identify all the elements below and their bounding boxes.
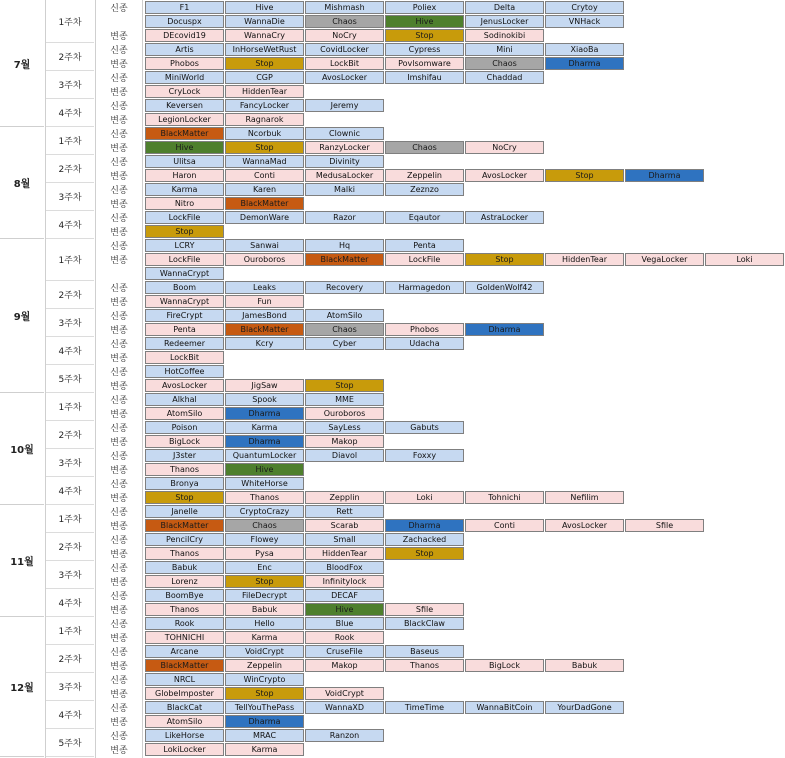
ransomware-cell: Stop <box>385 29 464 42</box>
month-label: 9월 <box>0 239 44 393</box>
ransomware-cell: Karma <box>225 631 304 644</box>
row-type-label: 신종 <box>110 102 128 112</box>
row-type-label: 변종 <box>110 662 128 672</box>
ransomware-cell: AvosLocker <box>145 379 224 392</box>
ransomware-cell: Loki <box>705 253 784 266</box>
ransomware-cell: WannaCrypt <box>145 267 224 280</box>
ransomware-cell: VoidCrypt <box>225 645 304 658</box>
ransomware-cell: F1 <box>145 1 224 14</box>
row-type-label: 신종 <box>110 74 128 84</box>
ransomware-cell: WannaXD <box>305 701 384 714</box>
week-label: 3주차 <box>46 309 94 337</box>
week-label: 1주차 <box>46 239 94 281</box>
ransomware-cell: Gabuts <box>385 421 464 434</box>
ransomware-cell: Kcry <box>225 337 304 350</box>
ransomware-cell: HiddenTear <box>305 547 384 560</box>
ransomware-cell: SayLess <box>305 421 384 434</box>
ransomware-cell: Chaos <box>225 519 304 532</box>
ransomware-cell: Janelle <box>145 505 224 518</box>
row-type-label: 신종 <box>110 480 128 490</box>
ransomware-cell: TOHNICHI <box>145 631 224 644</box>
ransomware-cell: RanzyLocker <box>305 141 384 154</box>
ransomware-cell: Razor <box>305 211 384 224</box>
ransomware-cell: GlobeImposter <box>145 687 224 700</box>
ransomware-cell: LegionLocker <box>145 113 224 126</box>
row-type-label: 변종 <box>110 690 128 700</box>
ransomware-cell: Stop <box>225 687 304 700</box>
row-type-label: 신종 <box>110 452 128 462</box>
ransomware-cell: Nefilim <box>545 491 624 504</box>
ransomware-cell: InHorseWetRust <box>225 43 304 56</box>
ransomware-cell: Povlsomware <box>385 57 464 70</box>
row-type-label: 신종 <box>110 214 128 224</box>
ransomware-cell: Scarab <box>305 519 384 532</box>
ransomware-cell: LikeHorse <box>145 729 224 742</box>
ransomware-cell: Thanos <box>225 491 304 504</box>
week-label: 3주차 <box>46 561 94 589</box>
ransomware-cell: Sanwai <box>225 239 304 252</box>
row-type-label: 변종 <box>110 466 128 476</box>
ransomware-cell: Karma <box>225 421 304 434</box>
row-type-label: 변종 <box>110 382 128 392</box>
ransomware-cell: BlackClaw <box>385 617 464 630</box>
ransomware-cell: Malki <box>305 183 384 196</box>
ransomware-cell: AvosLocker <box>305 71 384 84</box>
row-type-label: 변종 <box>110 550 128 560</box>
row-type-label: 신종 <box>110 242 128 252</box>
ransomware-cell: Makop <box>305 435 384 448</box>
ransomware-cell: WannaMad <box>225 155 304 168</box>
ransomware-cell: Cyber <box>305 337 384 350</box>
ransomware-cell: JamesBond <box>225 309 304 322</box>
week-label: 4주차 <box>46 589 94 617</box>
ransomware-cell: Mini <box>465 43 544 56</box>
ransomware-cell: BigLock <box>465 659 544 672</box>
row-type-label: 변종 <box>110 326 128 336</box>
ransomware-cell: Zeznzo <box>385 183 464 196</box>
ransomware-cell: Dharma <box>545 57 624 70</box>
row-type-label: 변종 <box>110 298 128 308</box>
ransomware-cell: Sfile <box>625 519 704 532</box>
ransomware-cell: HiddenTear <box>545 253 624 266</box>
ransomware-cell: Poison <box>145 421 224 434</box>
month-label: 7월 <box>0 1 44 127</box>
ransomware-cell: Flowey <box>225 533 304 546</box>
ransomware-cell: Hive <box>225 463 304 476</box>
ransomware-cell: Udacha <box>385 337 464 350</box>
row-type-label: 변종 <box>110 256 128 266</box>
ransomware-cell: NoCry <box>305 29 384 42</box>
row-type-label: 신종 <box>110 620 128 630</box>
ransomware-cell: VoidCrypt <box>305 687 384 700</box>
row-type-label: 신종 <box>110 340 128 350</box>
ransomware-cell: Dharma <box>385 519 464 532</box>
ransomware-cell: WhiteHorse <box>225 477 304 490</box>
ransomware-cell: Bronya <box>145 477 224 490</box>
week-label: 2주차 <box>46 645 94 673</box>
ransomware-cell: Imshifau <box>385 71 464 84</box>
ransomware-cell: Leaks <box>225 281 304 294</box>
ransomware-cell: Tohnichi <box>465 491 544 504</box>
week-label: 1주차 <box>46 1 94 43</box>
ransomware-cell: CGP <box>225 71 304 84</box>
row-type-label: 변종 <box>110 718 128 728</box>
ransomware-cell: Nitro <box>145 197 224 210</box>
ransomware-cell: Docuspx <box>145 15 224 28</box>
ransomware-cell: BlackMatter <box>305 253 384 266</box>
ransomware-cell: Crytoy <box>545 1 624 14</box>
ransomware-cell: Thanos <box>145 603 224 616</box>
ransomware-cell: BlackMatter <box>145 519 224 532</box>
ransomware-cell: Dharma <box>225 715 304 728</box>
ransomware-cell: Chaos <box>305 323 384 336</box>
row-type-label: 신종 <box>110 46 128 56</box>
ransomware-cell: FileDecrypt <box>225 589 304 602</box>
row-type-label: 신종 <box>110 284 128 294</box>
week-label: 4주차 <box>46 211 94 239</box>
ransomware-cell: Alkhal <box>145 393 224 406</box>
ransomware-cell: JenusLocker <box>465 15 544 28</box>
month-label: 11월 <box>0 505 44 617</box>
ransomware-cell: Karen <box>225 183 304 196</box>
ransomware-cell: Spook <box>225 393 304 406</box>
ransomware-cell: XiaoBa <box>545 43 624 56</box>
ransomware-cell: PencilCry <box>145 533 224 546</box>
ransomware-cell: Sfile <box>385 603 464 616</box>
ransomware-cell: LockFile <box>145 211 224 224</box>
ransomware-cell: Zepplin <box>305 491 384 504</box>
ransomware-cell: AtomSilo <box>305 309 384 322</box>
week-label: 1주차 <box>46 505 94 533</box>
row-type-label: 변종 <box>110 410 128 420</box>
ransomware-cell: WannaCry <box>225 29 304 42</box>
ransomware-cell: Cypress <box>385 43 464 56</box>
row-type-label: 변종 <box>110 746 128 756</box>
ransomware-cell: Hive <box>385 15 464 28</box>
ransomware-cell: J3ster <box>145 449 224 462</box>
ransomware-cell: Haron <box>145 169 224 182</box>
row-type-label: 변종 <box>110 634 128 644</box>
month-label: 8월 <box>0 127 44 239</box>
week-label: 2주차 <box>46 281 94 309</box>
ransomware-cell: Dharma <box>225 407 304 420</box>
row-type-label: 변종 <box>110 116 128 126</box>
ransomware-cell: BloodFox <box>305 561 384 574</box>
week-label: 2주차 <box>46 533 94 561</box>
ransomware-cell: AvosLocker <box>465 169 544 182</box>
ransomware-cell: Boom <box>145 281 224 294</box>
ransomware-cell: Mishmash <box>305 1 384 14</box>
ransomware-cell: LokiLocker <box>145 743 224 756</box>
row-type-label: 신종 <box>110 676 128 686</box>
row-type-label: 변종 <box>110 228 128 238</box>
ransomware-cell: Poliex <box>385 1 464 14</box>
ransomware-cell: LockBit <box>145 351 224 364</box>
ransomware-cell: LockFile <box>145 253 224 266</box>
ransomware-cell: Lorenz <box>145 575 224 588</box>
row-type-label: 신종 <box>110 508 128 518</box>
ransomware-cell: Rook <box>305 631 384 644</box>
row-type-label: 변종 <box>110 522 128 532</box>
row-type-label: 변종 <box>110 88 128 98</box>
ransomware-cell: BlackMatter <box>225 323 304 336</box>
ransomware-cell: LockFile <box>385 253 464 266</box>
ransomware-cell: Foxxy <box>385 449 464 462</box>
ransomware-cell: DEcovid19 <box>145 29 224 42</box>
ransomware-cell: AstraLocker <box>465 211 544 224</box>
row-type-label: 신종 <box>110 312 128 322</box>
week-label: 1주차 <box>46 127 94 155</box>
ransomware-cell: Ncorbuk <box>225 127 304 140</box>
ransomware-cell: VegaLocker <box>625 253 704 266</box>
ransomware-cell: AtomSilo <box>145 715 224 728</box>
ransomware-cell: Zeppelin <box>225 659 304 672</box>
ransomware-cell: Ulitsa <box>145 155 224 168</box>
ransomware-cell: Stop <box>225 57 304 70</box>
ransomware-cell: YourDadGone <box>545 701 624 714</box>
ransomware-cell: Babuk <box>545 659 624 672</box>
ransomware-cell: WannaBitCoin <box>465 701 544 714</box>
ransomware-cell: BlackMatter <box>145 659 224 672</box>
ransomware-cell: Zachacked <box>385 533 464 546</box>
ransomware-cell: Blue <box>305 617 384 630</box>
ransomware-cell: DECAF <box>305 589 384 602</box>
row-type-label: 변종 <box>110 60 128 70</box>
ransomware-cell: WannaDie <box>225 15 304 28</box>
ransomware-cell: Keversen <box>145 99 224 112</box>
week-label: 4주차 <box>46 477 94 505</box>
ransomware-cell: Thanos <box>145 463 224 476</box>
ransomware-cell: DemonWare <box>225 211 304 224</box>
week-label: 1주차 <box>46 393 94 421</box>
ransomware-cell: CruseFile <box>305 645 384 658</box>
ransomware-cell: Phobos <box>145 57 224 70</box>
ransomware-cell: Arcane <box>145 645 224 658</box>
ransomware-cell: Makop <box>305 659 384 672</box>
ransomware-cell: FancyLocker <box>225 99 304 112</box>
ransomware-cell: Redeemer <box>145 337 224 350</box>
ransomware-cell: MiniWorld <box>145 71 224 84</box>
ransomware-cell: Hive <box>145 141 224 154</box>
week-label: 5주차 <box>46 365 94 393</box>
ransomware-cell: Thanos <box>385 659 464 672</box>
ransomware-cell: GoldenWolf42 <box>465 281 544 294</box>
ransomware-cell: QuantumLocker <box>225 449 304 462</box>
ransomware-cell: Ragnarok <box>225 113 304 126</box>
row-type-label: 변종 <box>110 578 128 588</box>
ransomware-cell: WinCrypto <box>225 673 304 686</box>
ransomware-cell: HiddenTear <box>225 85 304 98</box>
ransomware-cell: BlackMatter <box>225 197 304 210</box>
ransomware-cell: Rook <box>145 617 224 630</box>
ransomware-cell: Dharma <box>625 169 704 182</box>
row-type-label: 변종 <box>110 438 128 448</box>
ransomware-cell: Rett <box>305 505 384 518</box>
column-divider <box>142 0 143 758</box>
row-type-label: 신종 <box>110 564 128 574</box>
ransomware-cell: WannaCrypt <box>145 295 224 308</box>
ransomware-cell: Chaos <box>305 15 384 28</box>
ransomware-cell: Fun <box>225 295 304 308</box>
ransomware-cell: FireCrypt <box>145 309 224 322</box>
ransomware-cell: Penta <box>385 239 464 252</box>
ransomware-cell: Dharma <box>225 435 304 448</box>
ransomware-cell: CryLock <box>145 85 224 98</box>
row-type-label: 변종 <box>110 32 128 42</box>
ransomware-cell: Eqautor <box>385 211 464 224</box>
ransomware-cell: LockBit <box>305 57 384 70</box>
ransomware-cell: Babuk <box>145 561 224 574</box>
ransomware-cell: Small <box>305 533 384 546</box>
row-type-label: 신종 <box>110 368 128 378</box>
month-label: 12월 <box>0 617 44 757</box>
ransomware-cell: Stop <box>145 225 224 238</box>
ransomware-cell: CovidLocker <box>305 43 384 56</box>
ransomware-cell: Stop <box>545 169 624 182</box>
ransomware-cell: NoCry <box>465 141 544 154</box>
ransomware-cell: Loki <box>385 491 464 504</box>
ransomware-cell: MME <box>305 393 384 406</box>
row-type-label: 변종 <box>110 172 128 182</box>
week-label: 2주차 <box>46 421 94 449</box>
week-label: 5주차 <box>46 729 94 757</box>
ransomware-cell: CryptoCrazy <box>225 505 304 518</box>
row-type-label: 신종 <box>110 130 128 140</box>
ransomware-cell: Divinity <box>305 155 384 168</box>
ransomware-cell: NRCL <box>145 673 224 686</box>
row-type-label: 신종 <box>110 536 128 546</box>
ransomware-cell: Zeppelin <box>385 169 464 182</box>
row-type-label: 신종 <box>110 648 128 658</box>
ransomware-cell: LCRY <box>145 239 224 252</box>
week-label: 4주차 <box>46 99 94 127</box>
week-label: 3주차 <box>46 673 94 701</box>
month-label: 10월 <box>0 393 44 505</box>
ransomware-cell: Chaddad <box>465 71 544 84</box>
ransomware-cell: Phobos <box>385 323 464 336</box>
row-type-label: 신종 <box>110 592 128 602</box>
ransomware-cell: Artis <box>145 43 224 56</box>
ransomware-cell: Dharma <box>465 323 544 336</box>
ransomware-cell: AvosLocker <box>545 519 624 532</box>
ransomware-cell: Stop <box>145 491 224 504</box>
ransomware-cell: MedusaLocker <box>305 169 384 182</box>
ransomware-cell: Pysa <box>225 547 304 560</box>
row-type-label: 변종 <box>110 200 128 210</box>
week-label: 2주차 <box>46 43 94 71</box>
ransomware-cell: BoomBye <box>145 589 224 602</box>
week-label: 4주차 <box>46 337 94 365</box>
ransomware-cell: Hive <box>225 1 304 14</box>
ransomware-cell: Chaos <box>465 57 544 70</box>
row-type-label: 신종 <box>110 732 128 742</box>
ransomware-cell: Stop <box>385 547 464 560</box>
ransomware-cell: Sodinokibi <box>465 29 544 42</box>
ransomware-cell: Karma <box>145 183 224 196</box>
ransomware-cell: Conti <box>465 519 544 532</box>
ransomware-cell: JigSaw <box>225 379 304 392</box>
row-type-label: 변종 <box>110 494 128 504</box>
ransomware-cell: BlackCat <box>145 701 224 714</box>
ransomware-cell: Infinitylock <box>305 575 384 588</box>
ransomware-cell: Karma <box>225 743 304 756</box>
ransomware-cell: Stop <box>225 141 304 154</box>
ransomware-cell: Babuk <box>225 603 304 616</box>
ransomware-cell: Stop <box>465 253 544 266</box>
row-type-label: 신종 <box>110 396 128 406</box>
ransomware-cell: Stop <box>305 379 384 392</box>
ransomware-cell: Diavol <box>305 449 384 462</box>
row-type-label: 신종 <box>110 424 128 434</box>
ransomware-cell: Hq <box>305 239 384 252</box>
ransomware-cell: AtomSilo <box>145 407 224 420</box>
week-label: 2주차 <box>46 155 94 183</box>
ransomware-cell: Recovery <box>305 281 384 294</box>
ransomware-cell: Jeremy <box>305 99 384 112</box>
ransomware-cell: Baseus <box>385 645 464 658</box>
week-label: 3주차 <box>46 183 94 211</box>
ransomware-cell: TellYouThePass <box>225 701 304 714</box>
ransomware-cell: Clownic <box>305 127 384 140</box>
row-type-label: 변종 <box>110 354 128 364</box>
row-type-label: 신종 <box>110 158 128 168</box>
ransomware-cell: Chaos <box>385 141 464 154</box>
week-label: 3주차 <box>46 71 94 99</box>
ransomware-cell: VNHack <box>545 15 624 28</box>
ransomware-cell: Ranzon <box>305 729 384 742</box>
ransomware-cell: MRAC <box>225 729 304 742</box>
ransomware-cell: Stop <box>225 575 304 588</box>
ransomware-cell: Ouroboros <box>225 253 304 266</box>
ransomware-cell: Hive <box>305 603 384 616</box>
ransomware-cell: Thanos <box>145 547 224 560</box>
ransomware-cell: HotCoffee <box>145 365 224 378</box>
week-label: 3주차 <box>46 449 94 477</box>
ransomware-cell: Conti <box>225 169 304 182</box>
ransomware-cell: BigLock <box>145 435 224 448</box>
row-type-label: 신종 <box>110 4 128 14</box>
week-label: 4주차 <box>46 701 94 729</box>
row-type-label: 신종 <box>110 704 128 714</box>
week-label: 1주차 <box>46 617 94 645</box>
row-type-label: 신종 <box>110 186 128 196</box>
ransomware-cell: Ouroboros <box>305 407 384 420</box>
ransomware-cell: Hello <box>225 617 304 630</box>
ransomware-cell: Enc <box>225 561 304 574</box>
ransomware-cell: Harmagedon <box>385 281 464 294</box>
ransomware-cell: BlackMatter <box>145 127 224 140</box>
ransomware-cell: TimeTime <box>385 701 464 714</box>
row-type-label: 변종 <box>110 144 128 154</box>
ransomware-cell: Penta <box>145 323 224 336</box>
row-type-label: 변종 <box>110 606 128 616</box>
ransomware-cell: Delta <box>465 1 544 14</box>
